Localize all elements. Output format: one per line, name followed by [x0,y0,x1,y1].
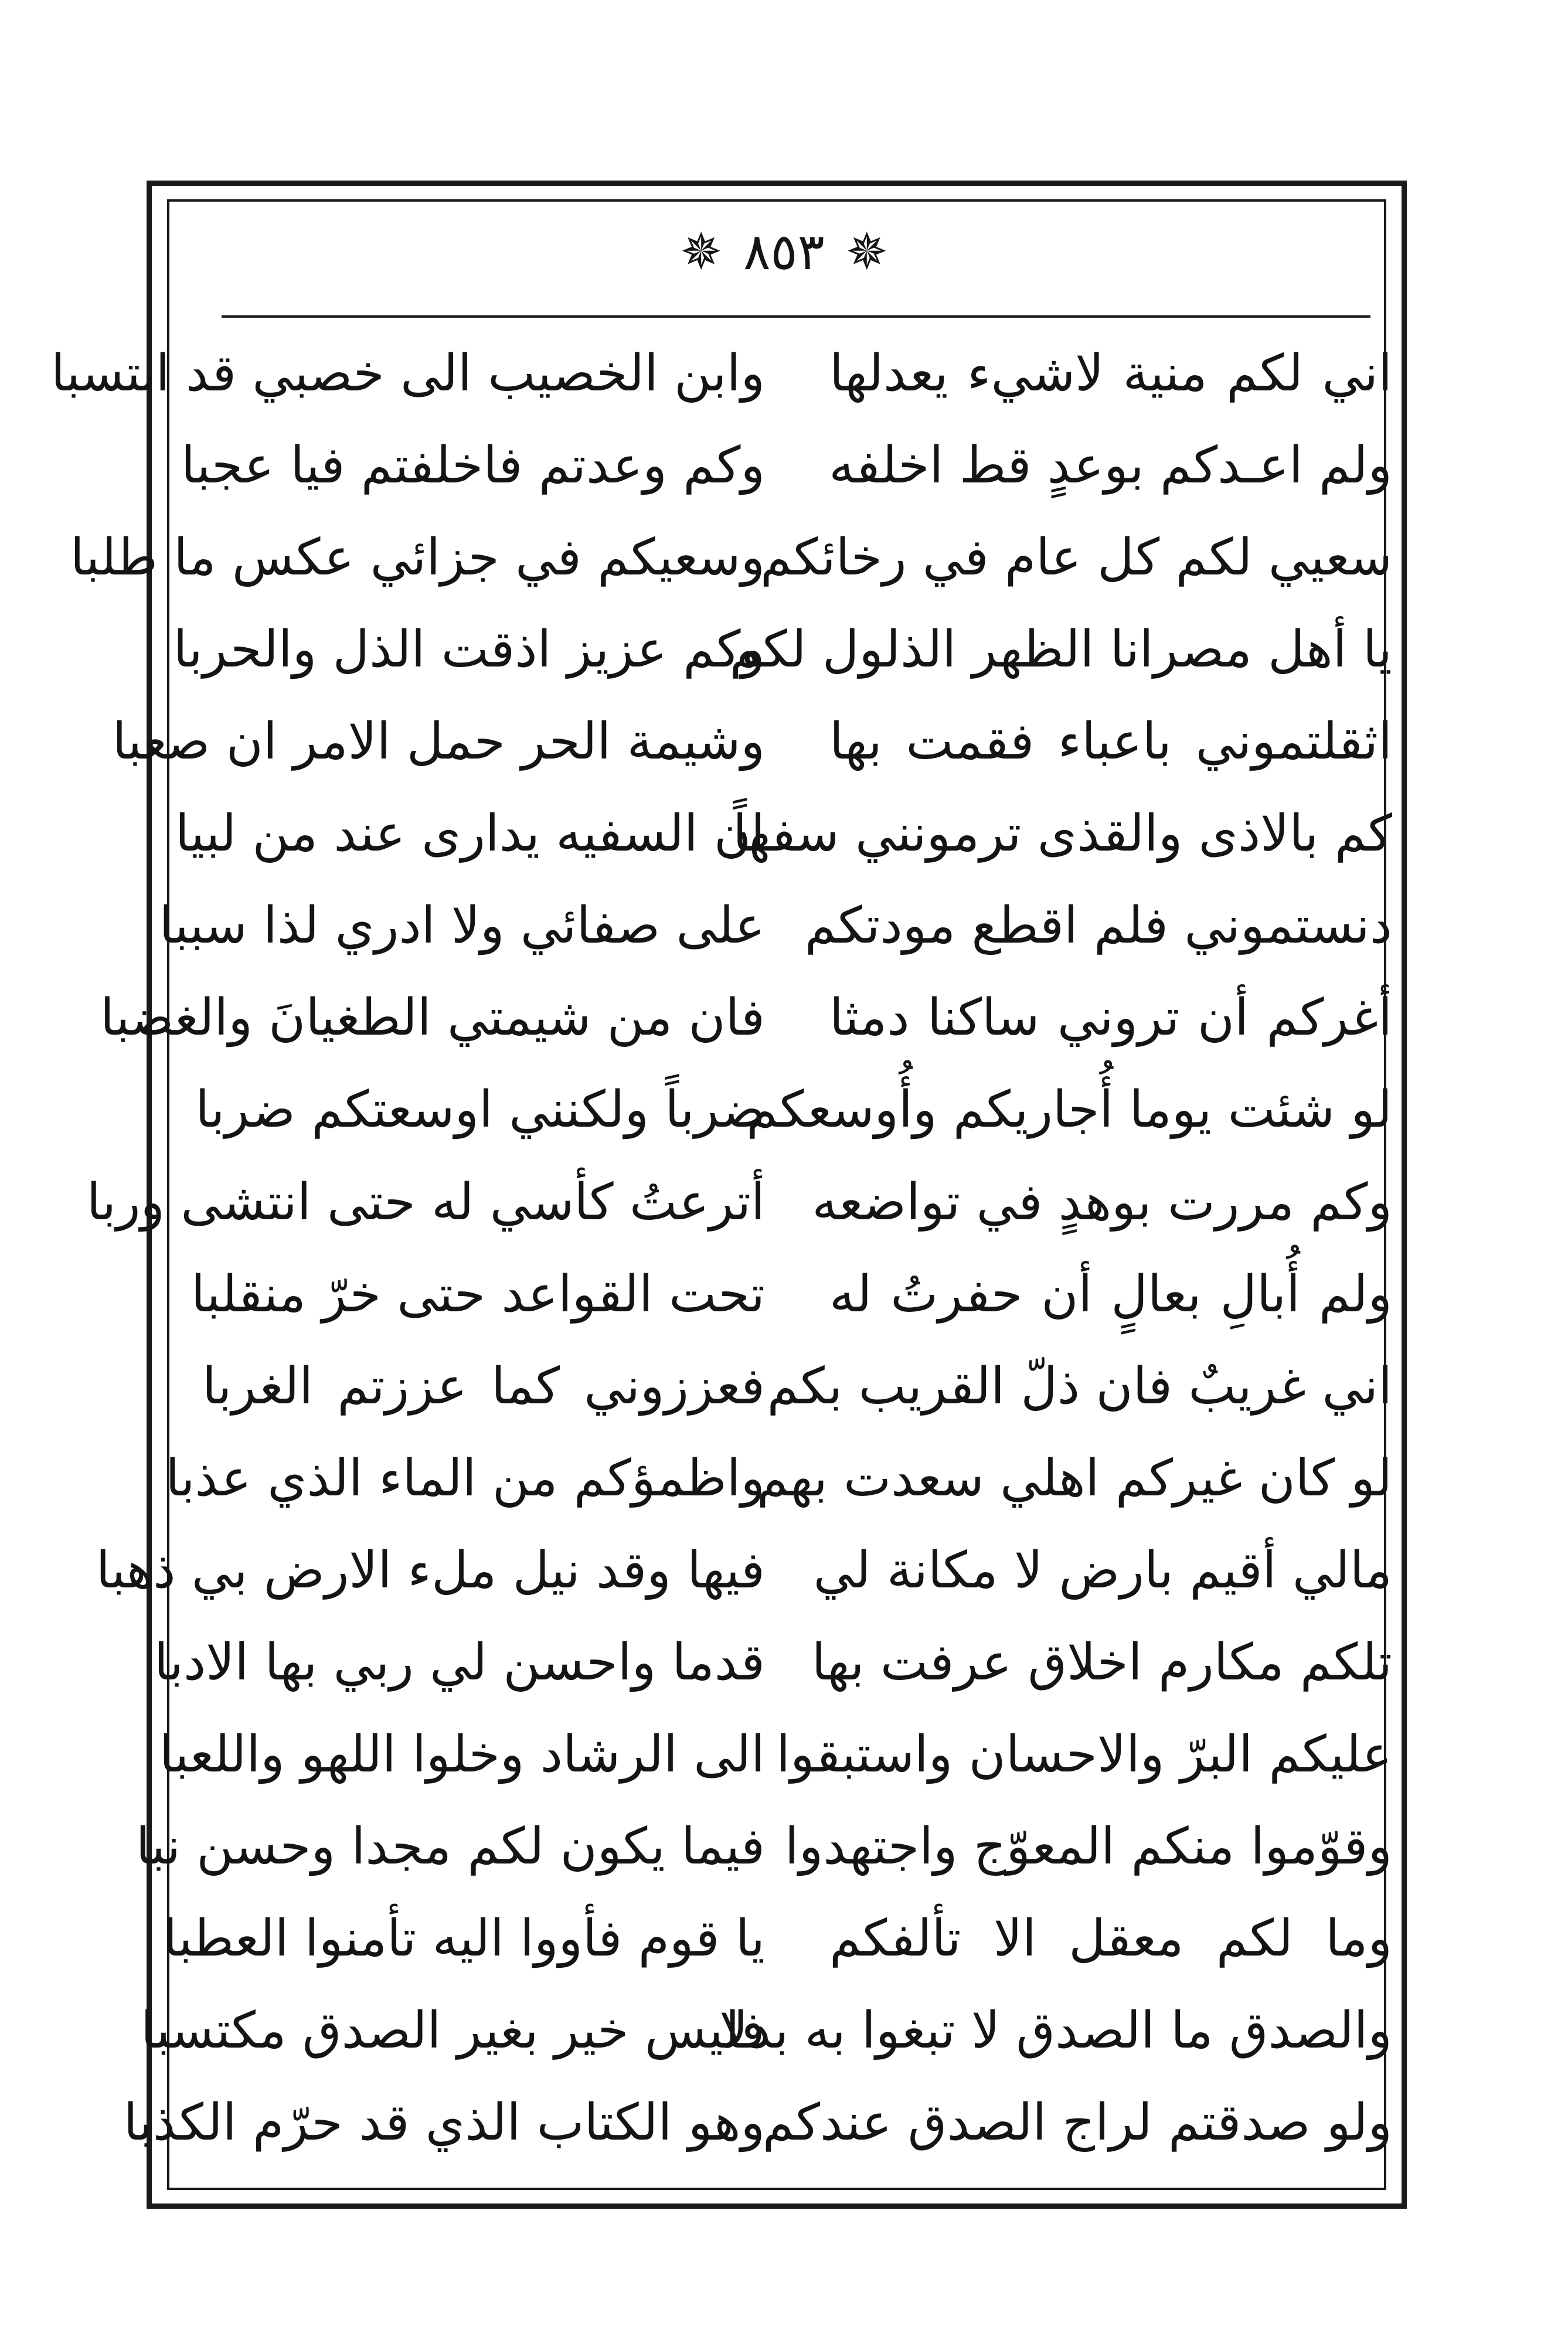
verse [70,518,1392,598]
verse [181,426,1392,506]
second-hemistich: فعززوني كما عززتم الغربا [202,1356,765,1416]
page-header [0,208,1568,296]
second-hemistich: وابن الخصيب الى خصبي قد انتسبا [50,344,765,403]
first-hemistich: لو كان غيركم اهلي سعدت بهم [756,1448,1392,1508]
first-hemistich: مالي أقيم بارض لا مكانة لي [813,1541,1392,1600]
first-hemistich: اني غريبٌ فان ذلّ القريب بكم [767,1356,1392,1416]
second-hemistich: وكم وعدتم فاخلفتم فيا عجبا [181,436,765,495]
verse [86,1162,1392,1242]
second-hemistich: وهو الكتاب الذي قد حرّم الكذبا [123,2093,765,2152]
first-hemistich: ولم اعـدكم بوعدٍ قط اخلفه [829,436,1392,495]
star-ornament-icon: ✵ [680,223,723,281]
second-hemistich: وكم عزيز اذقت الذل والحربا [173,620,765,679]
second-hemistich: قدما واحسن لي ربي بها الادبا [154,1633,765,1692]
second-hemistich: فيما يكون لكم مجدا وحسن نبا [135,1817,765,1876]
verse [135,1807,1392,1887]
verse [163,1899,1392,1979]
first-hemistich: وما لكم معقل الا تألفكم [829,1909,1392,1968]
first-hemistich: وقوّموا منكم المعوّج واجتهدوا [784,1817,1392,1876]
star-ornament-icon: ✵ [845,223,888,281]
verse [159,886,1392,966]
second-hemistich: فان من شيمتي الطغيانَ والغضبا [100,988,765,1048]
page-number: ٨٥٣ [743,223,825,281]
second-hemistich: ان السفيه يدارى عند من لبيا [175,804,765,863]
first-hemistich: ولم أُبالِ بعالٍ أن حفرتُ له [829,1264,1392,1324]
header-divider [222,315,1370,318]
first-hemistich: أغركم أن تروني ساكنا دمثا [829,988,1392,1048]
verse [195,1070,1392,1150]
second-hemistich: أترعتُ كأسي له حتى انتشى وربا [86,1172,765,1232]
first-hemistich: اثقلتموني باعباء فقمت بها [829,712,1392,771]
second-hemistich: الى الرشاد وخلوا اللهو واللعبا [159,1725,765,1784]
second-hemistich: فيها وقد نيل ملء الارض بي ذهبا [96,1541,765,1600]
second-hemistich: وسعيكم في جزائي عكس ما طلبا [70,528,765,587]
verse [159,1715,1392,1795]
first-hemistich: وكم مررت بوهدٍ في تواضعه [812,1172,1392,1232]
verse [191,1254,1392,1334]
second-hemistich: ضرباً ولكنني اوسعتكم ضربا [195,1080,765,1140]
second-hemistich: واظمؤكم من الماء الذي عذبا [165,1448,765,1508]
first-hemistich: دنستموني فلم اقطع مودتكم [804,896,1392,955]
first-hemistich: عليكم البرّ والاحسان واستبقوا [776,1725,1392,1784]
verse [100,978,1392,1058]
second-hemistich: يا قوم فأووا اليه تأمنوا العطبا [163,1909,765,1968]
poem-body [50,334,1392,2163]
first-hemistich: سعيي لكم كل عام في رخائكم [760,528,1392,587]
verse [141,1991,1392,2071]
verse [50,334,1392,414]
first-hemistich: تلكم مكارم اخلاق عرفت بها [811,1633,1392,1692]
first-hemistich: اني لكم منية لاشيء يعدلها [829,344,1392,403]
first-hemistich: يا أهل مصرانا الظهر الذلول لكم [729,620,1392,679]
verse [202,1347,1392,1427]
verse [123,2083,1392,2163]
verse [173,610,1392,690]
second-hemistich: فليس خير بغير الصدق مكتسبا [141,2001,765,2060]
verse [165,1439,1392,1519]
verse [175,794,1392,874]
verse [112,702,1392,782]
second-hemistich: وشيمة الحر حمل الامر ان صعبا [112,712,765,771]
verse [154,1623,1392,1703]
first-hemistich: والصدق ما الصدق لا تبغوا به بدلا [719,2001,1392,2060]
first-hemistich: كم بالاذى والقذى ترمونني سفهاً [733,804,1392,863]
second-hemistich: تحت القواعد حتى خرّ منقلبا [191,1264,765,1324]
first-hemistich: ولو صدقتم لراج الصدق عندكم [762,2093,1392,2152]
verse [96,1531,1392,1611]
second-hemistich: على صفائي ولا ادري لذا سببا [159,896,765,955]
first-hemistich: لو شئت يوما أُجاريكم وأُوسعكم [746,1080,1392,1140]
